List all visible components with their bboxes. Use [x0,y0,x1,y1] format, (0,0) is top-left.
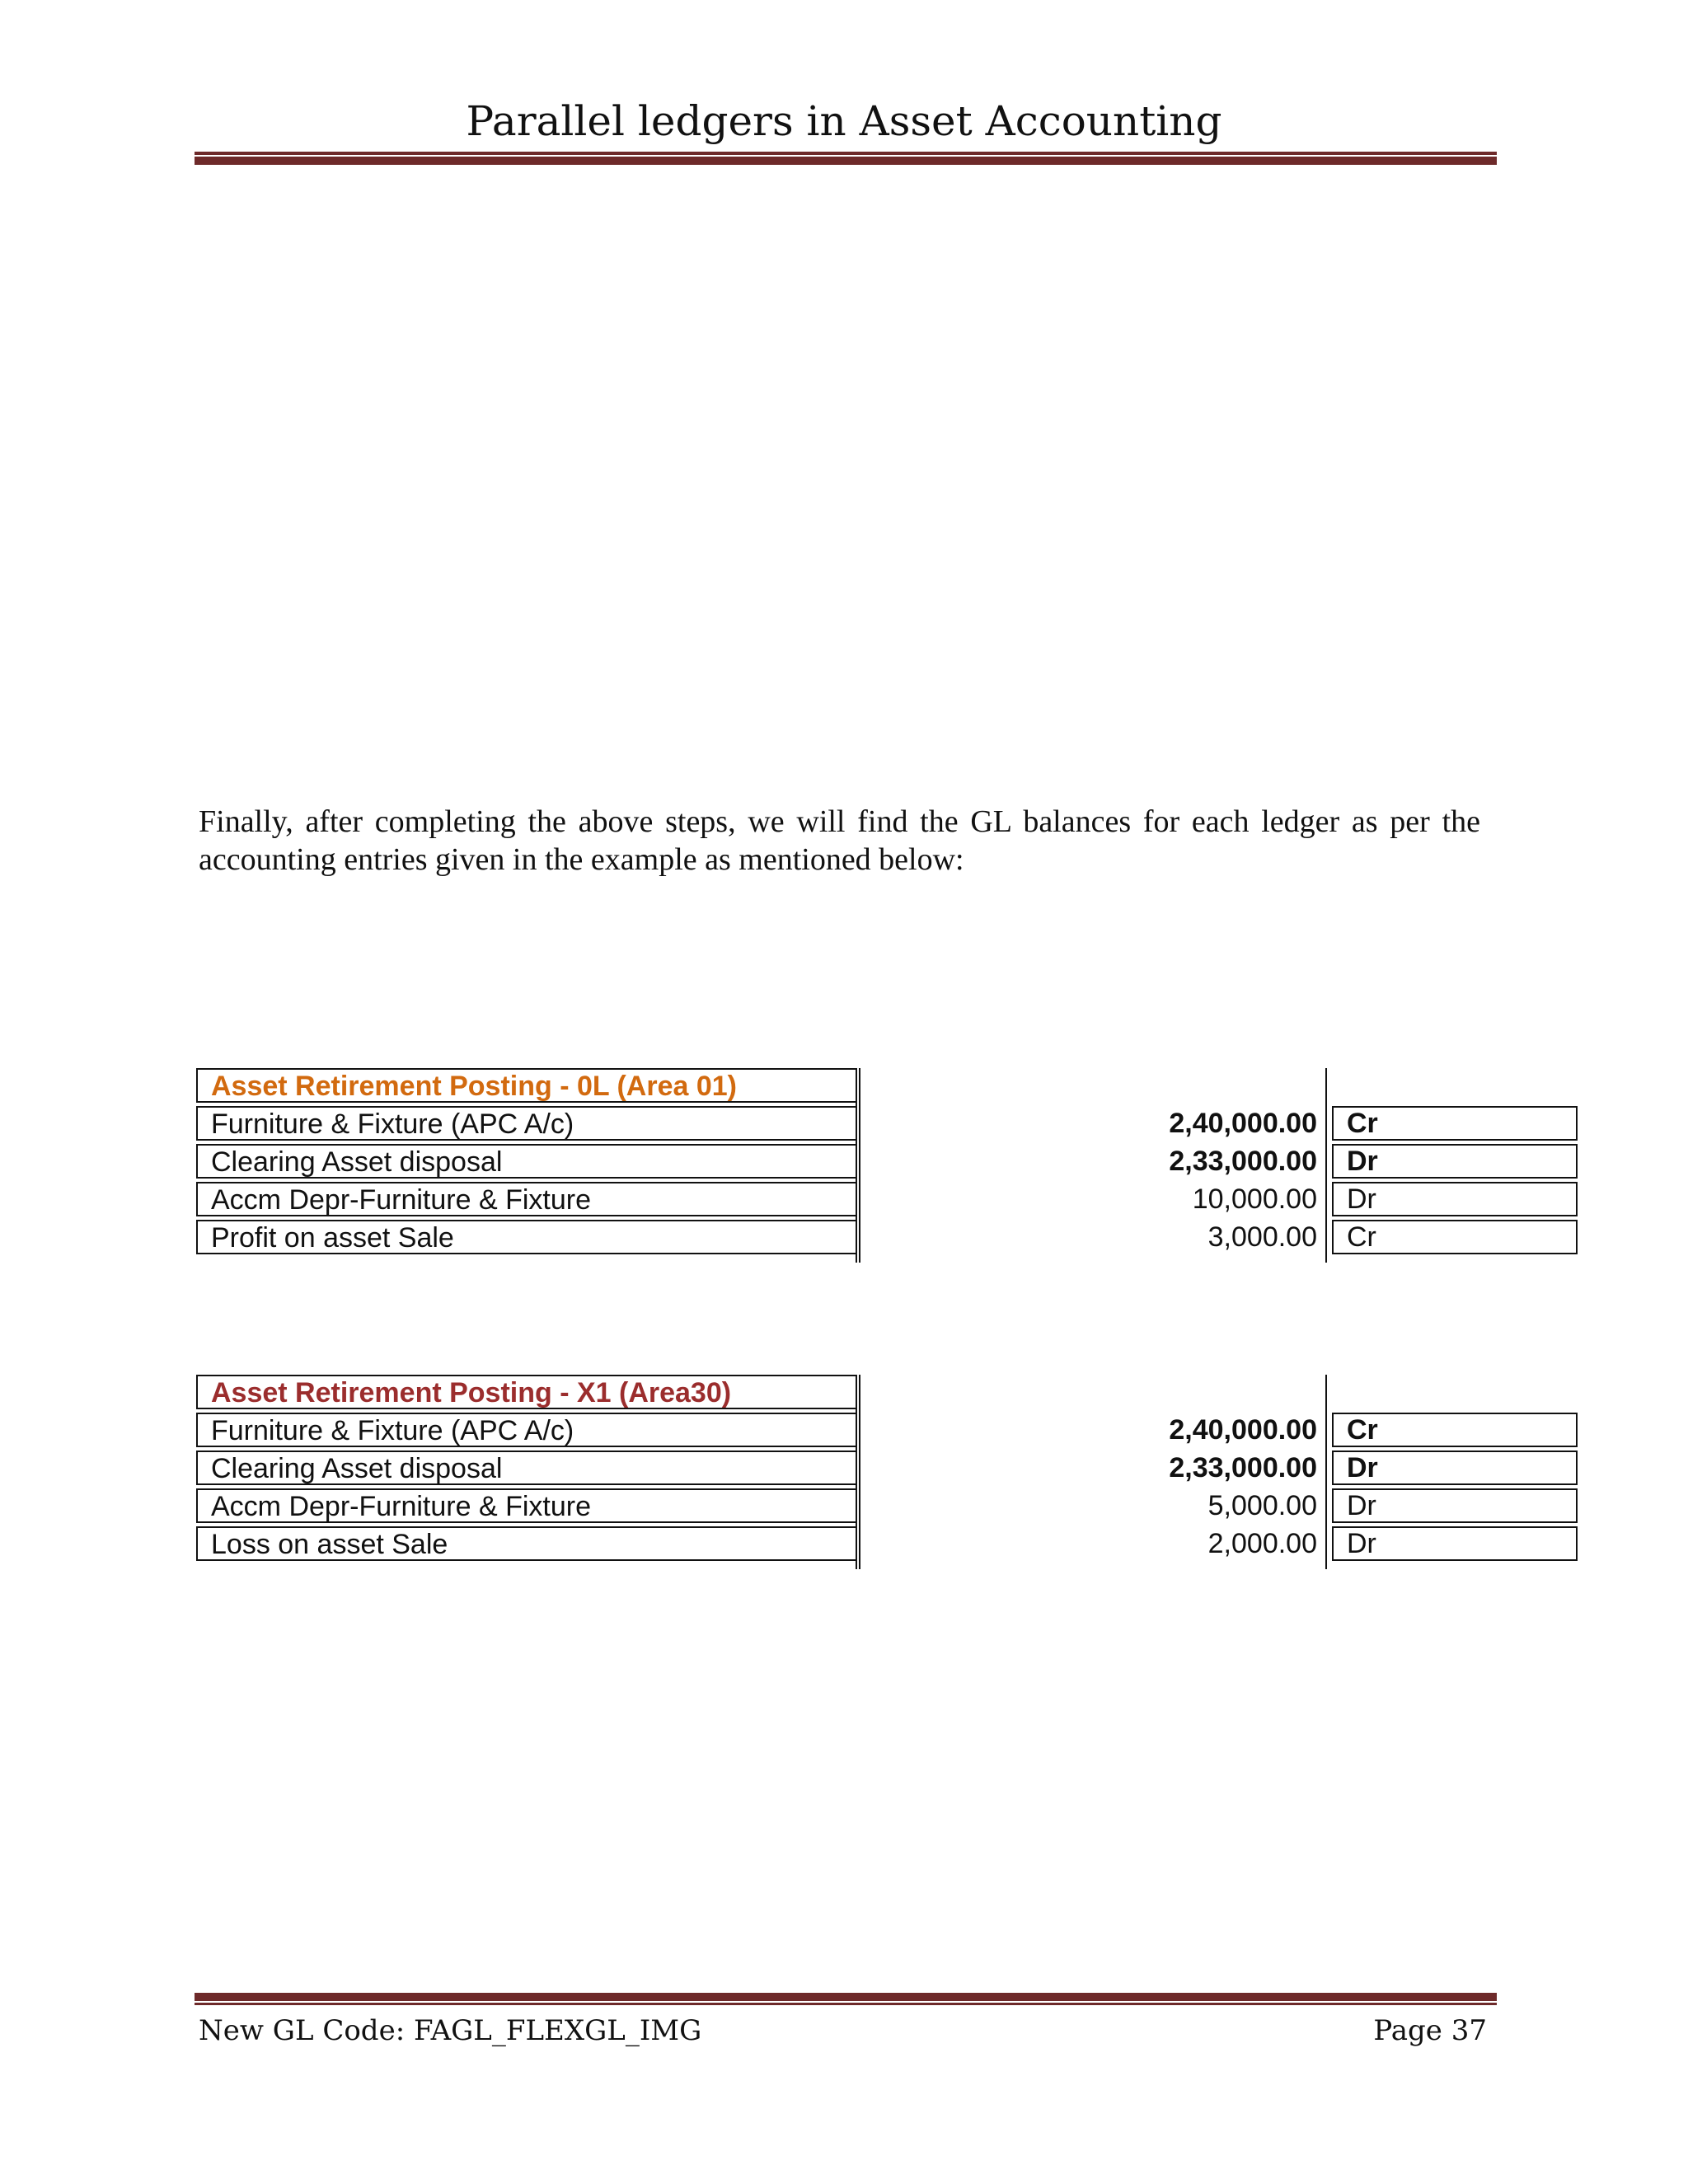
amount-value: 10,000.00 [1192,1183,1317,1215]
table-heading: Asset Retirement Posting - X1 (Area30) [196,1375,856,1409]
amount-value: 3,000.00 [1207,1221,1317,1253]
header-rule-thin [195,152,1497,155]
amount-value: 2,000.00 [1207,1528,1317,1559]
table-heading-row [196,1068,1383,1104]
footer-rule-thin [195,2003,1497,2005]
drcr-value: Dr [1332,1526,1578,1561]
amount-value: 2,40,000.00 [1169,1414,1317,1446]
drcr-value: Dr [1332,1451,1578,1485]
footer-rule-thick [195,1993,1497,2001]
table-row [196,1526,1383,1563]
table-row [196,1182,1383,1218]
page-title: Parallel ledgers in Asset Accounting [466,97,1222,145]
account-label: Clearing Asset disposal [196,1144,856,1179]
drcr-value: Dr [1332,1182,1578,1216]
amount-value: 2,33,000.00 [1169,1452,1317,1483]
drcr-value: Cr [1332,1106,1578,1141]
intro-paragraph: Finally, after completing the above steps, we will find the GL balances for each ledger as per the accounting entries given in the example as mentioned below: [199,804,1480,877]
page-number: Page 37 [1373,2014,1487,2047]
drcr-value: Cr [1332,1413,1578,1447]
account-label: Accm Depr-Furniture & Fixture [196,1488,856,1523]
table-heading-row [196,1375,1383,1411]
account-label: Clearing Asset disposal [196,1451,856,1485]
account-label: Furniture & Fixture (APC A/c) [196,1413,856,1447]
amount-value: 2,33,000.00 [1169,1146,1317,1177]
amount-value: 5,000.00 [1207,1490,1317,1521]
account-label: Profit on asset Sale [196,1220,856,1254]
table-row [196,1451,1383,1487]
drcr-value: Dr [1332,1144,1578,1179]
account-label: Furniture & Fixture (APC A/c) [196,1106,856,1141]
header-rule-thick [195,157,1497,165]
amount-value: 2,40,000.00 [1169,1108,1317,1139]
table-row [196,1488,1383,1525]
table-heading: Asset Retirement Posting - 0L (Area 01) [196,1068,856,1103]
account-label: Loss on asset Sale [196,1526,856,1561]
footer-code: New GL Code: FAGL_FLEXGL_IMG [199,2014,702,2047]
table-row [196,1220,1383,1256]
table-row [196,1144,1383,1180]
table-row [196,1106,1383,1142]
drcr-value: Dr [1332,1488,1578,1523]
account-label: Accm Depr-Furniture & Fixture [196,1182,856,1216]
drcr-value: Cr [1332,1220,1578,1254]
table-row [196,1413,1383,1449]
